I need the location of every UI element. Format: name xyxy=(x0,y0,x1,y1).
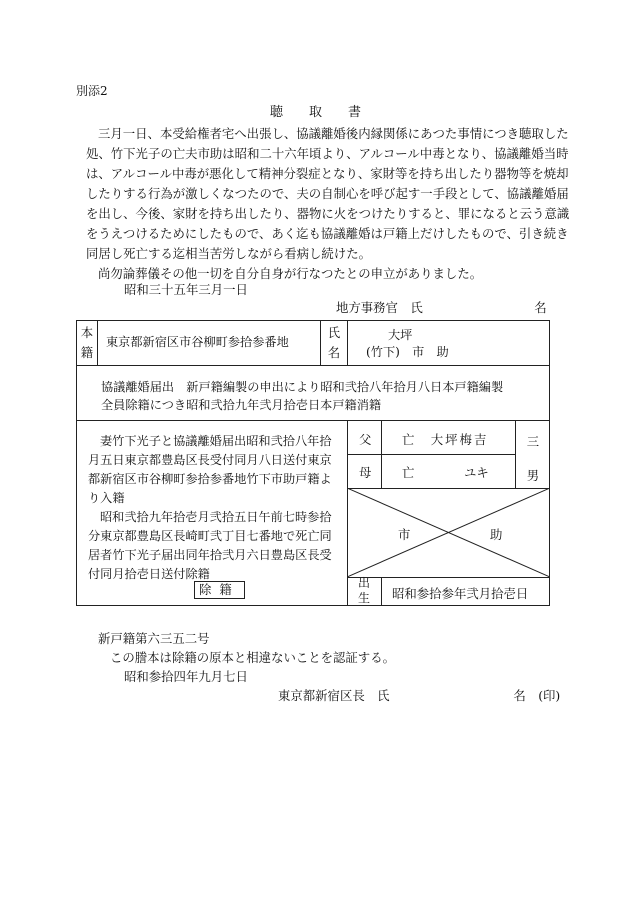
name-label: 氏名 xyxy=(327,325,341,360)
statement-line: は、アルコール中毒が悪化して精神分裂症となり、家財等を持ち出したり器物等を焼却 xyxy=(86,166,569,181)
birth-date: 昭和参拾参年弐月拾壱日 xyxy=(392,586,529,601)
details-line: 分東京都豊島区長崎町弐丁目七番地で死亡同 xyxy=(88,529,332,543)
details-line: 都新宿区市谷柳町参拾参番地竹下市助戸籍よ xyxy=(88,472,332,486)
divider xyxy=(515,420,516,488)
divider xyxy=(76,365,550,366)
divider xyxy=(97,320,98,365)
given-name-second: 助 xyxy=(490,527,503,542)
full-name: (竹下) 市 助 xyxy=(366,345,449,359)
statement-note: 尚勿論葬儀その他一切を自分自身が行なつたとの申立がありました。 xyxy=(98,266,483,281)
attachment-label: 別添2 xyxy=(76,84,108,98)
details-line: 妻竹下光子と協議離婚届出昭和弐拾八年拾 xyxy=(100,434,332,448)
details-line: 付同月拾壱日送付除籍 xyxy=(88,567,210,581)
divider xyxy=(347,454,515,455)
details-block xyxy=(88,432,340,584)
birth-label: 出生 xyxy=(357,576,370,605)
mother-name: 亡 ユキ xyxy=(402,465,489,480)
details-line: 居者竹下光子届出同年拾弐月六日豊島区長受 xyxy=(88,548,332,562)
divider xyxy=(347,320,348,365)
remarks-line: 全員除籍につき昭和弐拾九年弐月拾壱日本戸籍消籍 xyxy=(101,398,382,412)
given-name-first: 市 xyxy=(398,527,411,542)
father-label: 父 xyxy=(359,432,372,447)
mother-label: 母 xyxy=(359,465,372,480)
divider xyxy=(76,420,550,421)
official-signature: 地方事務官 氏 名 xyxy=(336,300,547,315)
statement-line: を出し、今後、家財を持ち出したり、器物に火をつけたりすると、罪になると云う意識 xyxy=(86,206,570,221)
statement-date: 昭和三十五年三月一日 xyxy=(124,282,248,297)
divider xyxy=(381,577,382,606)
register-number: 新戸籍第六三五二号 xyxy=(98,631,210,646)
statement-line: 三月一日、本受給権者宅へ出張し、協議離婚後内縁関係にあつた事情につき聴取した xyxy=(98,126,569,141)
statement-line: をうえつけるためにしたもので、あく迄も協議離婚は戸籍上だけしたもので、引き続き xyxy=(86,226,569,241)
details-line: 月五日東京都豊島区長受付同月八日送付東京 xyxy=(88,453,332,467)
cross-out-mark xyxy=(347,488,550,577)
certification-date: 昭和参拾四年九月七日 xyxy=(124,669,248,684)
divider xyxy=(381,420,382,488)
details-line: り入籍 xyxy=(88,491,125,505)
certification-text: この謄本は除籍の原本と相違ないことを認証する。 xyxy=(110,650,395,665)
joseki-stamp: 除籍 xyxy=(194,581,245,599)
statement-paragraph xyxy=(86,124,570,284)
details-line: 昭和弐拾九年拾壱月弐拾五日午前七時参拾 xyxy=(100,510,332,524)
honseki-value: 東京都新宿区市谷柳町参拾参番地 xyxy=(106,335,289,349)
honseki-label: 本籍 xyxy=(80,325,94,360)
surname: 大坪 xyxy=(388,328,413,342)
divider xyxy=(320,320,321,365)
relation-label: 三男 xyxy=(526,434,540,483)
statement-line: したりする行為が激しくなつたので、夫の自制心を呼び起す一手段として、協議離婚届 xyxy=(86,186,569,201)
ward-mayor-signature: 東京都新宿区長 氏 名 (印) xyxy=(278,688,561,703)
divider xyxy=(347,577,550,578)
statement-line: 処、竹下光子の亡夫市助は昭和二十六年頃より、アルコール中毒となり、協議離婚当時 xyxy=(86,146,569,161)
father-name: 亡 大坪梅吉 xyxy=(402,432,489,447)
statement-line: 同居し死亡する迄相当苦労しながら看病し続けた。 xyxy=(86,246,371,261)
document-title: 聴 取 書 xyxy=(270,105,362,120)
remarks-line: 協議離婚届出 新戸籍編製の申出により昭和弐拾八年拾月八日本戸籍編製 xyxy=(101,380,504,394)
